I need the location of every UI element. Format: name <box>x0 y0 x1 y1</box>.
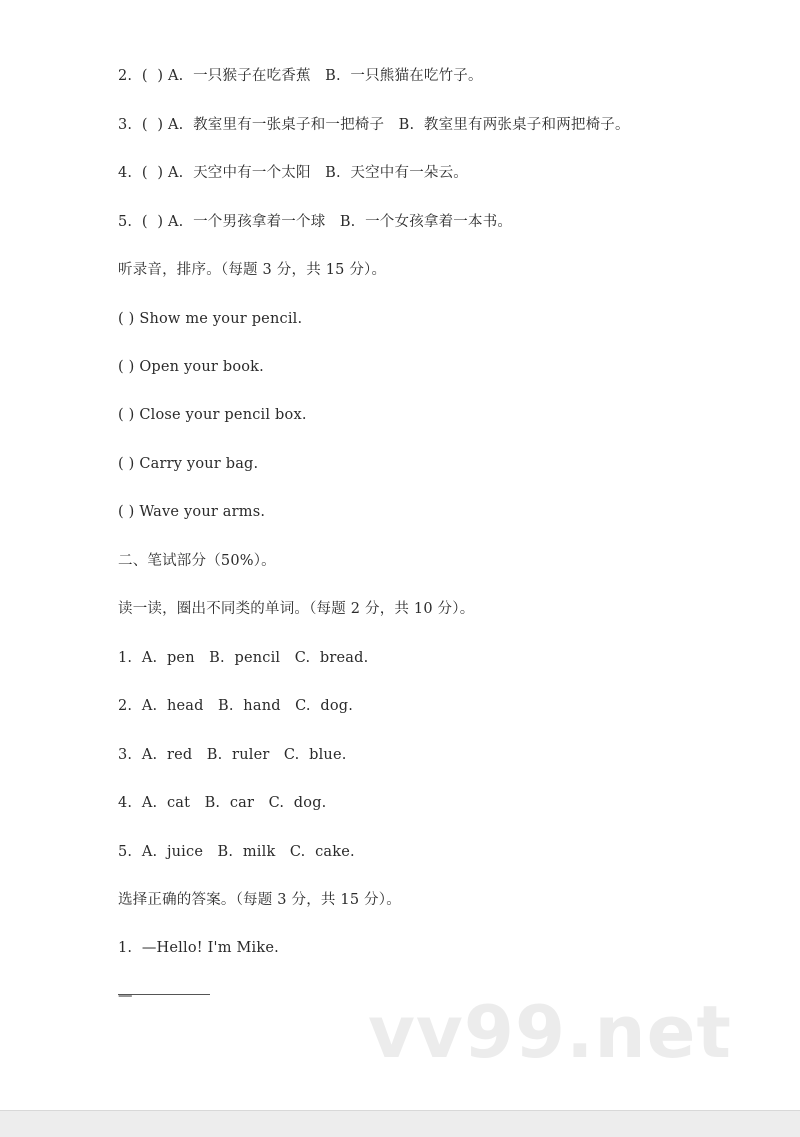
watermark: vv99.net <box>368 990 732 1074</box>
choose-question-1: 1. —Hello! I'm Mike. <box>118 940 279 956</box>
section-heading-listen-order: 听录音，排序。（每题 3 分，共 15 分）。 <box>118 262 387 278</box>
question-3-line: 3. ( ) A. 教室里有一张桌子和一把椅子 B. 教室里有两张桌子和两把椅子。 <box>118 117 630 133</box>
odd-word-question-4: 4. A. cat B. car C. dog. <box>118 795 327 811</box>
order-item-4: ( ) Carry your bag. <box>118 456 259 472</box>
order-item-2: ( ) Open your book. <box>118 359 264 375</box>
odd-word-question-3: 3. A. red B. ruler C. blue. <box>118 747 347 763</box>
question-4-line: 4. ( ) A. 天空中有一个太阳 B. 天空中有一朵云。 <box>118 165 469 181</box>
order-item-1: ( ) Show me your pencil. <box>118 311 303 327</box>
answer-dash: — <box>118 988 133 1004</box>
page-bottom-edge <box>0 1110 800 1137</box>
odd-word-question-1: 1. A. pen B. pencil C. bread. <box>118 650 369 666</box>
answer-blank-line <box>118 994 210 995</box>
order-item-5: ( ) Wave your arms. <box>118 504 266 520</box>
section-heading-written: 二、笔试部分（50%）。 <box>118 553 276 569</box>
question-5-line: 5. ( ) A. 一个男孩拿着一个球 B. 一个女孩拿着一本书。 <box>118 214 513 230</box>
section-heading-choose-answer: 选择正确的答案。（每题 3 分，共 15 分）。 <box>118 892 401 908</box>
odd-word-question-2: 2. A. head B. hand C. dog. <box>118 698 354 714</box>
section-heading-odd-one-out: 读一读，圈出不同类的单词。（每题 2 分，共 10 分）。 <box>118 601 475 617</box>
question-2-line: 2. ( ) A. 一只猴子在吃香蕉 B. 一只熊猫在吃竹子。 <box>118 68 483 84</box>
order-item-3: ( ) Close your pencil box. <box>118 407 307 423</box>
odd-word-question-5: 5. A. juice B. milk C. cake. <box>118 844 355 860</box>
